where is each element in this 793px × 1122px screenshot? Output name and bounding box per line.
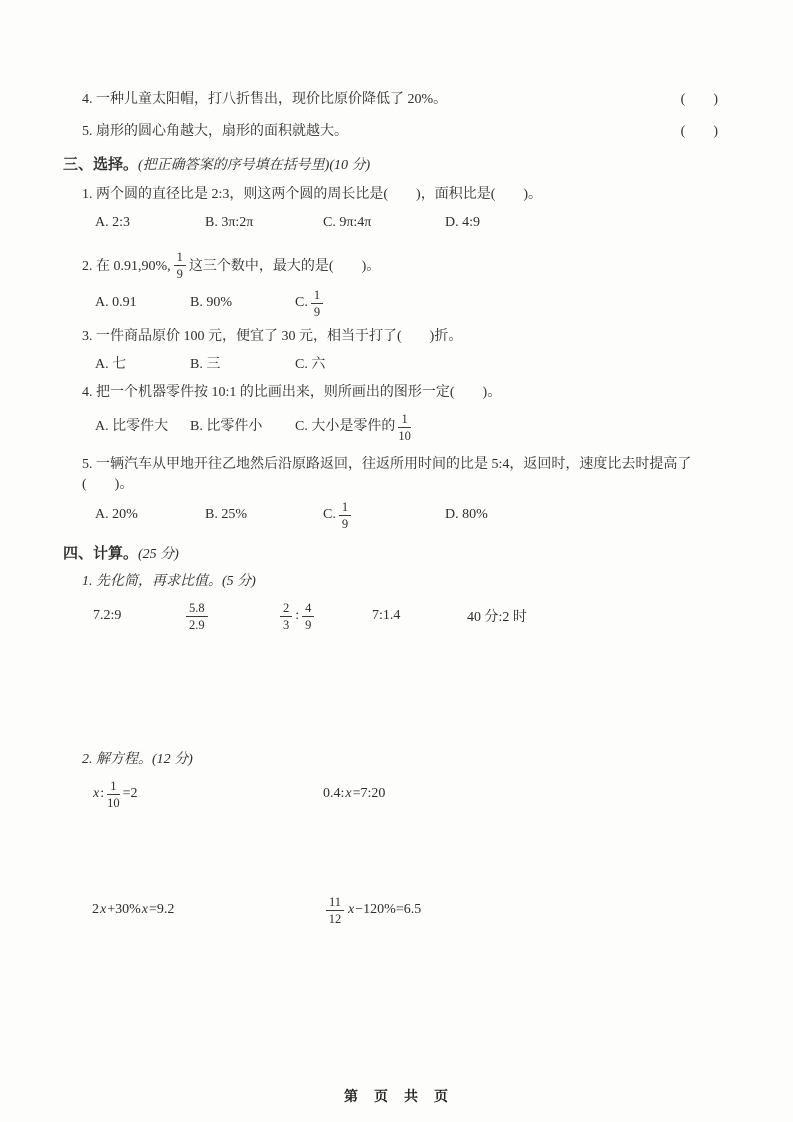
fraction-denominator: 12 bbox=[328, 911, 342, 926]
variable-x: x bbox=[93, 786, 100, 801]
equation bbox=[323, 786, 385, 802]
option-c bbox=[323, 500, 445, 531]
equation-text: =9.2 bbox=[149, 902, 175, 917]
answer-bracket: ( ) bbox=[680, 124, 718, 139]
choice-q2-stem bbox=[82, 247, 718, 283]
judge-item-text: 5. 扇形的圆心角越大，扇形的面积就越大。 bbox=[82, 124, 348, 139]
fraction bbox=[186, 601, 208, 632]
fraction-numerator: 5.8 bbox=[186, 601, 208, 617]
equation bbox=[92, 779, 323, 810]
ratio-expression bbox=[277, 601, 372, 632]
fraction-denominator: 10 bbox=[398, 428, 411, 443]
ratio-expression: 7.2:9 bbox=[93, 608, 122, 623]
simplify-expressions bbox=[93, 598, 718, 634]
fraction-denominator: 9 bbox=[341, 516, 349, 531]
option-a: A. 七 bbox=[95, 357, 127, 372]
fraction-denominator: 10 bbox=[107, 795, 120, 810]
equation-text: =7:20 bbox=[352, 786, 386, 801]
ratio-expression bbox=[183, 601, 277, 632]
judge-item-5 bbox=[82, 122, 718, 142]
option-label: C. bbox=[295, 295, 308, 310]
fraction-numerator: 1 bbox=[398, 412, 411, 428]
calc-solve-title: 2. 解方程。(12 分) bbox=[82, 752, 193, 767]
choice-q1-options bbox=[95, 213, 718, 233]
option-b: B. 三 bbox=[190, 357, 221, 372]
equation-row-2 bbox=[92, 892, 718, 928]
equation bbox=[92, 902, 323, 918]
choice-q4-stem: 4. 把一个机器零件按 10:1 的比画出来，则所画出的图形一定( )。 bbox=[82, 385, 502, 400]
equation-text: 2 bbox=[92, 902, 99, 917]
option-label: C. bbox=[323, 507, 336, 522]
option-a: A. 比零件大 bbox=[95, 419, 169, 434]
option-c: C. 六 bbox=[295, 357, 326, 372]
option-b: B. 比零件小 bbox=[190, 419, 263, 434]
option-d: D. 80% bbox=[445, 507, 488, 522]
option-d: D. 4:9 bbox=[445, 215, 480, 230]
section-note: (25 分) bbox=[138, 547, 179, 562]
ratio-expression: 7:1.4 bbox=[372, 608, 401, 623]
fraction-denominator: 9 bbox=[313, 304, 321, 319]
fraction-denominator: 9 bbox=[176, 266, 183, 281]
choice-q5-options bbox=[95, 497, 718, 533]
variable-x: x bbox=[141, 902, 148, 917]
fraction bbox=[280, 601, 292, 632]
fraction bbox=[326, 895, 344, 926]
fraction-denominator: 9 bbox=[305, 617, 312, 632]
section-title: 四、计算。 bbox=[63, 545, 139, 562]
fraction-numerator: 1 bbox=[339, 500, 351, 516]
fraction-numerator: 2 bbox=[280, 601, 292, 617]
page-footer: 第 页 共 页 bbox=[344, 1088, 449, 1104]
fraction bbox=[311, 288, 323, 319]
ratio-colon: : bbox=[295, 608, 300, 623]
option-c: C. 9π:4π bbox=[323, 215, 372, 230]
fraction-numerator: 11 bbox=[326, 895, 344, 911]
option-a: A. 20% bbox=[95, 507, 138, 522]
judge-item-4 bbox=[82, 90, 718, 110]
fraction bbox=[302, 601, 314, 632]
fraction-numerator: 1 bbox=[174, 250, 186, 266]
variable-x: x bbox=[100, 902, 107, 917]
fraction-numerator: 1 bbox=[107, 779, 120, 795]
option-a: A. 0.91 bbox=[95, 295, 137, 310]
equation-rhs: =2 bbox=[122, 786, 138, 801]
option-label: C. 大小是零件的 bbox=[295, 419, 396, 434]
choice-q5-stem: 5. 一辆汽车从甲地开往乙地然后沿原路返回，往返所用时间的比是 5:4，返回时，速度比去时提高了( )。 bbox=[82, 457, 692, 492]
section-heading-choice bbox=[63, 154, 718, 177]
fraction-numerator: 4 bbox=[302, 601, 314, 617]
choice-q4-options bbox=[95, 409, 718, 445]
choice-q1-stem: 1. 两个圆的直径比是 2:3，则这两个圆的周长比是( )，面积比是( )。 bbox=[82, 187, 543, 202]
section-heading-calc bbox=[63, 543, 718, 566]
judge-item-text: 4. 一种儿童太阳帽，打八折售出，现价比原价降低了 20%。 bbox=[82, 92, 448, 107]
option-c bbox=[295, 288, 326, 319]
section-note: (把正确答案的序号填在括号里)(10 分) bbox=[138, 158, 371, 173]
ratio-colon: : bbox=[100, 786, 105, 801]
stem-text: 这三个数中，最大的是( )。 bbox=[188, 259, 381, 274]
section-title: 三、选择。 bbox=[63, 156, 139, 173]
fraction bbox=[174, 250, 186, 281]
choice-q2-options bbox=[95, 285, 718, 321]
fraction-denominator: 3 bbox=[283, 617, 290, 632]
fraction bbox=[107, 779, 120, 810]
fraction-denominator: 2.9 bbox=[189, 617, 205, 632]
stem-text: 2. 在 0.91,90%, bbox=[82, 259, 171, 274]
option-b: B. 25% bbox=[205, 507, 247, 522]
equation-row-1 bbox=[92, 776, 718, 812]
equation-text: +30% bbox=[107, 902, 141, 917]
fraction bbox=[339, 500, 351, 531]
fraction-numerator: 1 bbox=[311, 288, 323, 304]
option-b: B. 90% bbox=[190, 295, 232, 310]
equation bbox=[323, 895, 421, 926]
equation-text: −120%=6.5 bbox=[355, 902, 422, 917]
answer-bracket: ( ) bbox=[680, 92, 718, 107]
option-a: A. 2:3 bbox=[95, 215, 130, 230]
equation-text: 0.4: bbox=[323, 786, 345, 801]
calc-simplify-title: 1. 先化简，再求比值。(5 分) bbox=[82, 574, 256, 589]
option-b: B. 3π:2π bbox=[205, 215, 254, 230]
variable-x: x bbox=[348, 902, 355, 917]
choice-q3-stem: 3. 一件商品原价 100 元，便宜了 30 元，相当于打了( )折。 bbox=[82, 329, 463, 344]
ratio-expression: 40 分:2 时 bbox=[467, 610, 527, 625]
fraction bbox=[398, 412, 411, 443]
choice-q3-options bbox=[95, 355, 718, 375]
option-c bbox=[295, 412, 414, 443]
variable-x: x bbox=[345, 786, 352, 801]
